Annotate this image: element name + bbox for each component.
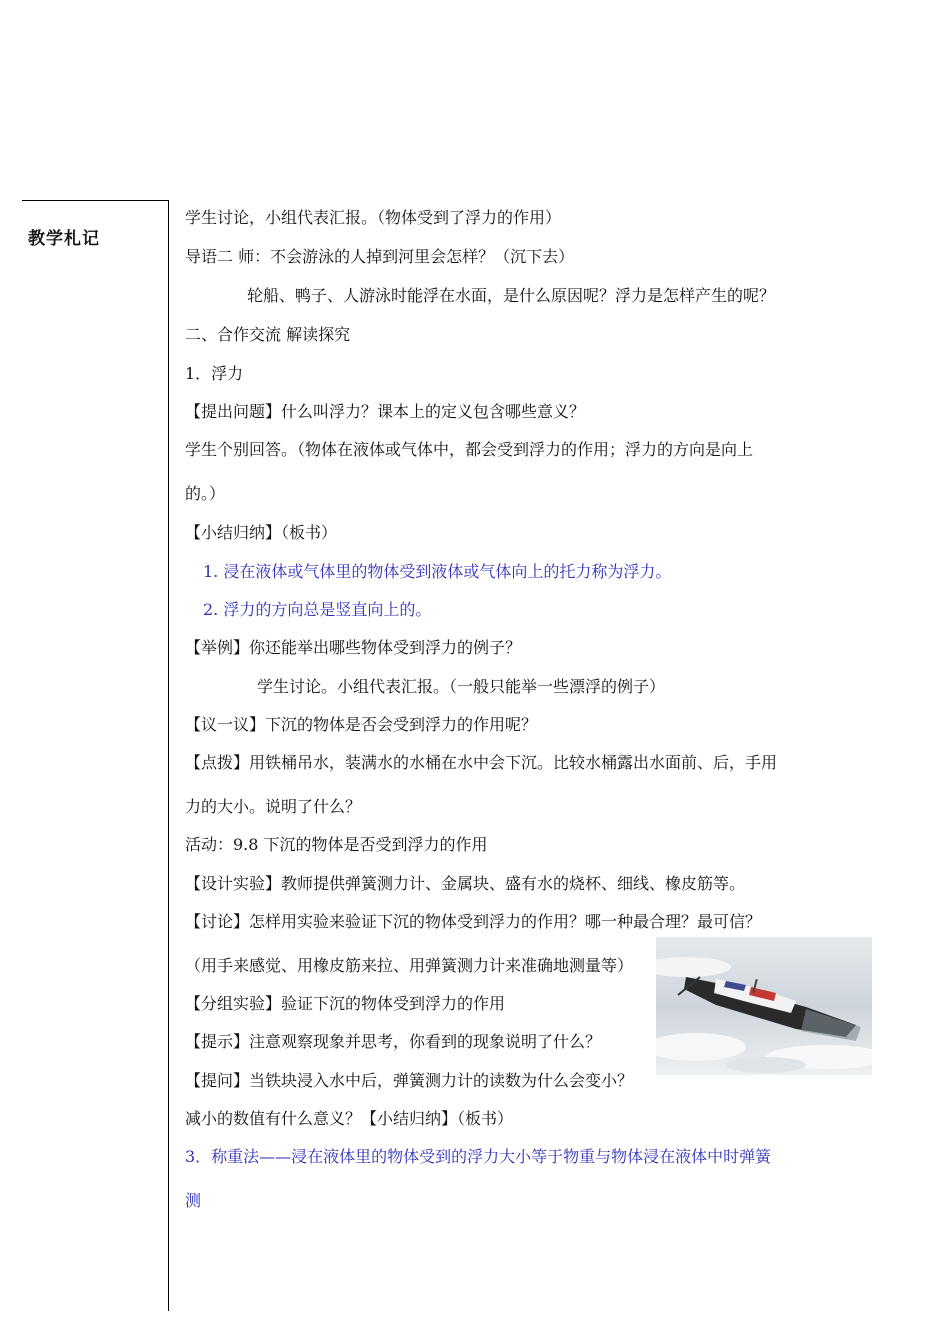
formula-line: 测 bbox=[185, 1191, 202, 1210]
text-line: 学生讨论。小组代表汇报。（一般只能举一些漂浮的例子） bbox=[257, 677, 666, 696]
text-line: 轮船、鸭子、人游泳时能浮在水面，是什么原因呢？浮力是怎样产生的呢？ bbox=[247, 286, 776, 305]
definition-line: 1. 浸在液体或气体里的物体受到液体或气体向上的托力称为浮力。 bbox=[203, 562, 672, 581]
text-line: 【分组实验】验证下沉的物体受到浮力的作用 bbox=[185, 994, 506, 1013]
table-top-border bbox=[22, 200, 169, 201]
text-line: 减小的数值有什么意义？【小结归纳】（板书） bbox=[185, 1109, 514, 1128]
text-line: 【讨论】怎样用实验来验证下沉的物体受到浮力的作用？哪一种最合理？最可信？ bbox=[185, 912, 762, 931]
subsection-heading: 1．浮力 bbox=[185, 364, 244, 383]
text-line: 学生讨论，小组代表汇报。（物体受到了浮力的作用） bbox=[185, 208, 562, 227]
text-line: 导语二 师：不会游泳的人掉到河里会怎样？（沉下去） bbox=[185, 247, 575, 266]
definition-line: 2. 浮力的方向总是竖直向上的。 bbox=[203, 600, 432, 619]
text-line: 的。） bbox=[185, 484, 226, 503]
formula-line: 3．称重法——浸在液体里的物体受到的浮力大小等于物重与物体浸在液体中时弹簧 bbox=[185, 1147, 772, 1166]
activity-line: 活动：9.8 下沉的物体是否受到浮力的作用 bbox=[185, 835, 488, 854]
text-line: 【小结归纳】（板书） bbox=[185, 523, 338, 542]
text-line: 【提问】当铁块浸入水中后，弹簧测力计的读数为什么会变小？ bbox=[185, 1071, 634, 1090]
text-line: 【提出问题】什么叫浮力？课本上的定义包含哪些意义？ bbox=[185, 402, 586, 421]
text-line: 【举例】你还能举出哪些物体受到浮力的例子？ bbox=[185, 638, 522, 657]
text-line: 学生个别回答。（物体在液体或气体中，都会受到浮力的作用；浮力的方向是向上 bbox=[185, 440, 754, 459]
text-line: 【议一议】下沉的物体是否会受到浮力的作用呢？ bbox=[185, 715, 538, 734]
text-line: 【提示】注意观察现象并思考，你看到的现象说明了什么？ bbox=[185, 1032, 602, 1051]
table-column-divider bbox=[168, 200, 169, 1311]
sinking-ship-photo bbox=[656, 937, 872, 1075]
side-column-label: 教学札记 bbox=[28, 229, 100, 249]
text-line: 【点拨】用铁桶吊水，装满水的水桶在水中会下沉。比较水桶露出水面前、后，手用 bbox=[185, 753, 778, 772]
text-line: （用手来感觉、用橡皮筋来拉、用弹簧测力计来准确地测量等） bbox=[185, 956, 634, 975]
section-heading: 二、合作交流 解读探究 bbox=[185, 325, 351, 344]
text-line: 力的大小。说明了什么？ bbox=[185, 797, 362, 816]
text-line: 【设计实验】教师提供弹簧测力计、金属块、盛有水的烧杯、细线、橡皮筋等。 bbox=[185, 874, 746, 893]
